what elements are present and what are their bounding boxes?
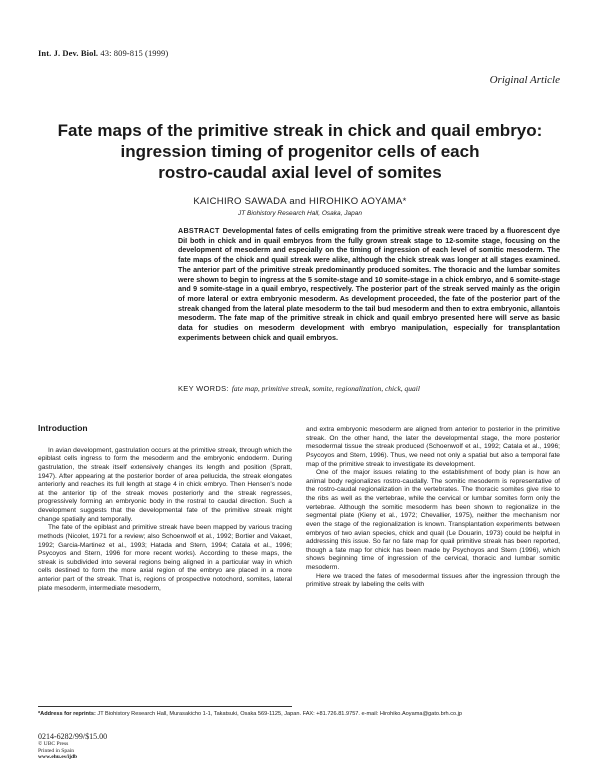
keywords xyxy=(178,384,560,393)
paragraph: and extra embryonic mesoderm are aligned from anterior to posterior in the primitive streak. On the other hand, the later the developmental stage, the more posterior mesodermal tissue the streak produced (Schoenwolf et al., 1992; Catala et al., 1996; Psycoyos and Stern, 1996). Thus, we need not only a spatial but also a temporal fate map of the primitive streak to investigate its development. xyxy=(306,426,560,468)
footnote xyxy=(38,711,578,717)
article-title xyxy=(30,120,570,183)
footnote-label: *Address for reprints: xyxy=(38,711,96,717)
paragraph: The fate of the epiblast and primitive streak have been mapped by various tracing methods (Nicolet, 1971 for a review; also Schoenwolf et al., 1992; Bortier and Vakaet, 1992; Garcia-Martinez et al., 1993; Hatada and Stern, 1994; Catala et al., 1996; Psycoyos and Stern, 1996 for more recent works). According to these maps, the streak is subdivided into several regions being aligned in a particular way in which cells destined to form the more axial region of the embryo are placed in a more anterior part of the streak. That is, regions of prospective notochord, somites, lateral plate mesoderm, intermediate mesoderm, xyxy=(38,524,292,592)
title-line: Fate maps of the primitive streak in chick and quail embryo: xyxy=(57,121,543,140)
title-line: rostro-caudal axial level of somites xyxy=(158,163,442,182)
copyright: © UBC Press xyxy=(38,741,69,747)
paragraph: One of the major issues relating to the establishment of body plan is how an animal body regionalizes rostro-caudally. The somitic mesoderm is representative of the rostro-caudal regionalization in the vertebrates. The thoracic somites give rise to the ribs as well as the vertebrae, while the cervical or lumbar somites form only the vertebrae. Although the somitic mesoderm has been shown to regionalize in the segmental plate (Kieny et al., 1972; Chevallier, 1975), neither the mechanism nor even the stage of the regionalization is known. Transplantation experiments between embryos of two avian species, chick and quail (Le Douarin, 1973) could be helpful in addressing this issue. So far no fate map for quail primitive streak has been reported, though a fate map for chick has been made by Psychoyos and Stern (1996), which shows beginning time of ingression of the cervical, thoracic and lumbar somitic mesoderm. xyxy=(306,469,560,571)
paragraph: Here we traced the fates of mesodermal tissues after the ingression through the primitive streak by labeling the cells with xyxy=(306,572,560,589)
print-info xyxy=(38,733,107,761)
journal-citation xyxy=(38,48,168,58)
print-code: 0214-6282/99/$15.00 xyxy=(38,732,108,741)
article-type: Original Article xyxy=(489,74,560,86)
section-heading: Introduction xyxy=(38,423,88,433)
paragraph: In avian development, gastrulation occurs at the primitive streak, through which the epiblast cells ingress to form the mesoderm and the embryonic endoderm. During gastrulation, the streak itself extensively changes its length and position (Spratt, 1947). After appearing at the posterior border of area pellucida, the streak elongates anteriorly and reaches its full length at stage 4 in chick embryo. Then Hensen’s node at the anterior tip of the streak moves posteriorly and the streak regresses, progressively forming an embryonic body in the rostral to caudal direction. Such a development suggests that the developmental fate of the primitive streak might change spatially and temporally. xyxy=(38,446,292,523)
right-column xyxy=(306,426,560,590)
abstract-label: ABSTRACT xyxy=(178,227,220,235)
journal-details: 43: 809-815 (1999) xyxy=(100,48,169,58)
keywords-label: KEY WORDS: xyxy=(178,384,229,393)
journal-url: www.ehu.es/ijdb xyxy=(38,754,78,760)
title-line: ingression timing of progenitor cells of each xyxy=(120,142,480,161)
footnote-text: JT Biohistory Research Hall, Murasakicho 1-1, Takatsuki, Osaka 569-1125, Japan. FAX: +81.726.81.9757. e-mail: Hirohiko.Aoyama@gato.brh.co.jp xyxy=(97,711,463,717)
authors: KAICHIRO SAWADA and HIROHIKO AOYAMA* xyxy=(193,196,407,207)
journal-name: Int. J. Dev. Biol. xyxy=(38,48,99,58)
abstract-text: Developmental fates of cells emigrating from the primitive streak were traced by a fluorescent dye DiI both in chick and in quail embryos from the fully grown streak stage to 12-somite stage, focusing on the development of mesoderm and especially on the timing of ingression of each level of somitic mesoderm. The fate maps of the chick and quail streak were alike, although the chick streak was longer at all stages examined. The anterior part of the primitive streak predominantly produced somites. The thoracic and the lumbar somites were shown to begin to ingress at the 5 somite-stage and 10 somite-stage in a chick embryo, and 6 somite-stage and 9 somite-stage in a quail embryo, respectively. The posterior part of the streak served mainly as the origin of more lateral or extra embryonic mesoderm. As development proceeded, the fate of the posterior part of the streak changed from the lateral plate mesoderm to the tail bud mesoderm and then to extra embryonic, allantois mesoderm. The fate map of the primitive streak in chick and quail embryo presented here will serve as basic data for studies on mesoderm development with embryo manipulation, especially for transplantation experiments between chick and quail embryos. xyxy=(178,227,560,342)
affiliation: JT Biohistory Research Hall, Osaka, Japan xyxy=(238,210,362,217)
left-column xyxy=(38,424,292,593)
footnote-divider xyxy=(38,706,292,707)
abstract xyxy=(178,227,560,343)
keywords-text: fate map, primitive streak, somite, regionalization, chick, quail xyxy=(231,384,420,393)
printed-in: Printed in Spain xyxy=(38,747,75,754)
